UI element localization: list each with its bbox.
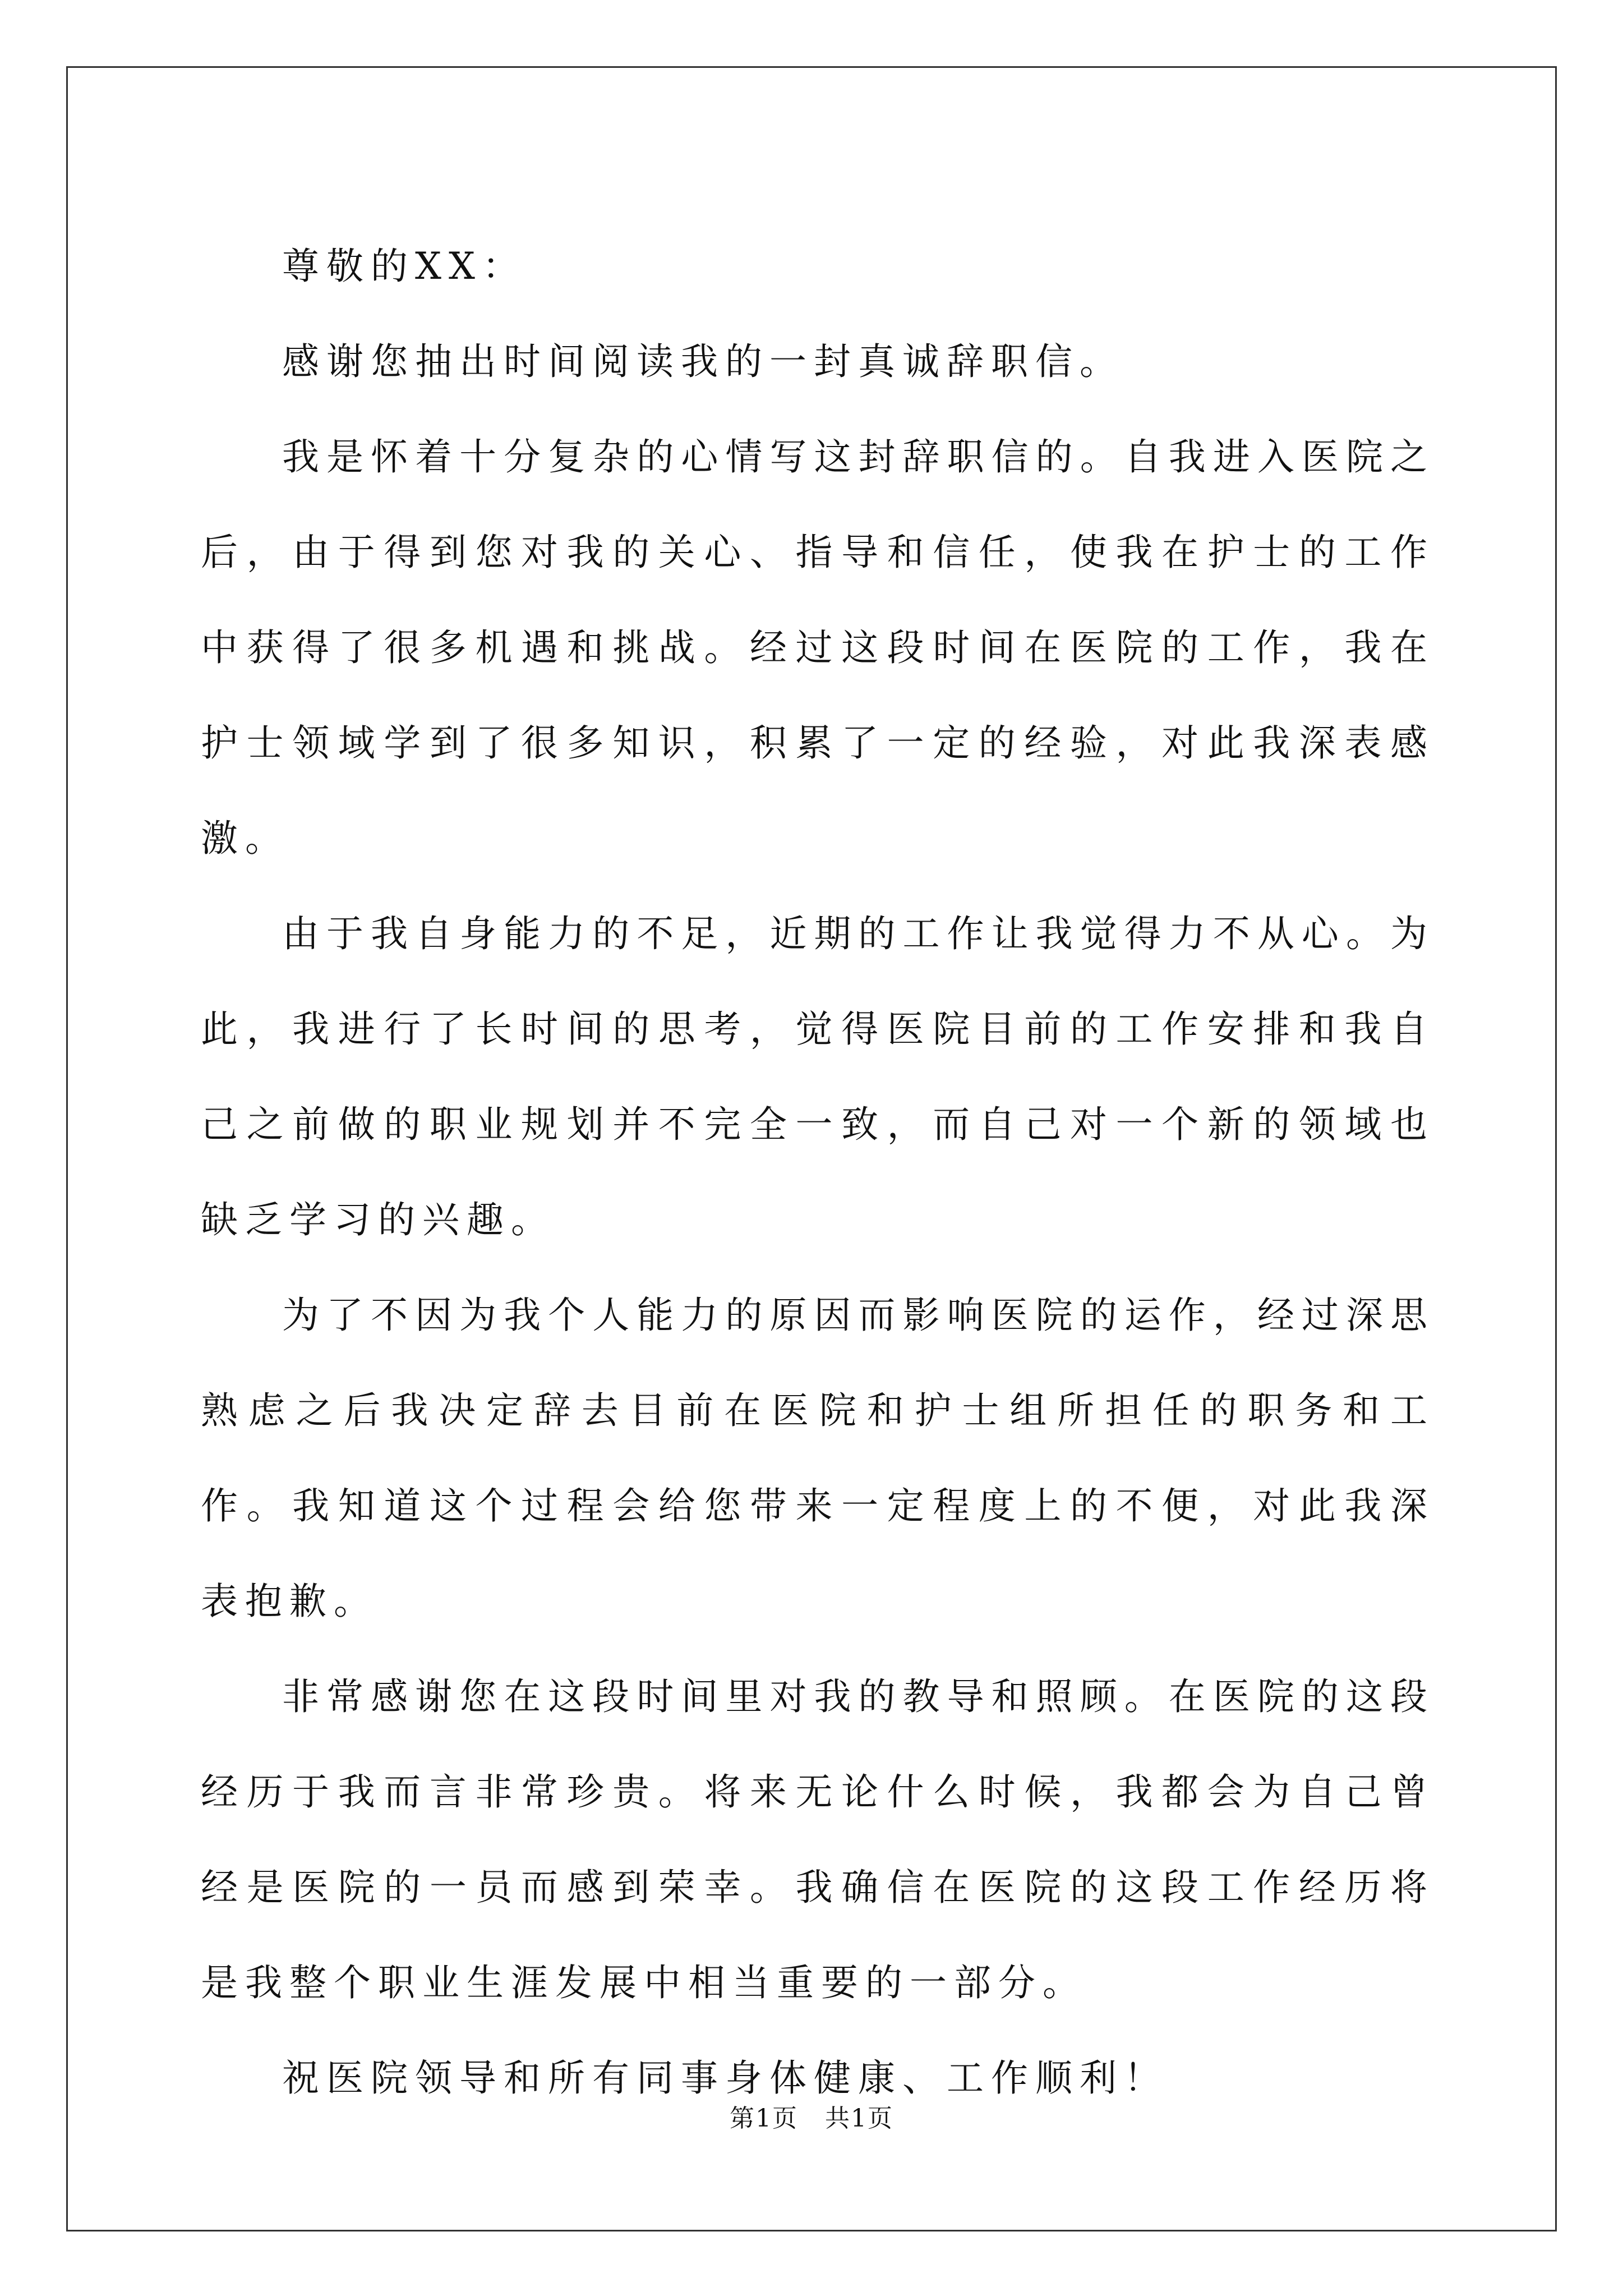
paragraph-3: 由于我自身能力的不足，近期的工作让我觉得力不从心。为此，我进行了长时间的思考，觉得医院目前的工作安排和我自己之前做的职业规划并不完全一致，而自己对一个新的领域也缺乏学习的兴趣。	[201, 912, 1435, 1241]
page-number-total: 共1页	[825, 2104, 893, 2133]
closing-wishes: 祝医院领导和所有同事身体健康、工作顺利！	[282, 2056, 1168, 2100]
paragraph-4: 为了不因为我个人能力的原因而影响医院的运作，经过深思熟虑之后我决定辞去目前在医院和护士组所担任的职务和工作。我知道这个过程会给您带来一定程度上的不便，对此我深表抱歉。	[201, 1294, 1435, 1623]
paragraph-1: 感谢您抽出时间阅读我的一封真诚辞职信。	[282, 340, 1124, 383]
paragraph-5: 非常感谢您在这段时间里对我的教导和照顾。在医院的这段经历于我而言非常珍贵。将来无论什么时候，我都会为自己曾经是医院的一员而感到荣幸。我确信在医院的这段工作经历将是我整个职业生涯发展中相当重要的一部分。	[201, 1675, 1435, 2004]
page-footer	[0, 2098, 1623, 2134]
page-number-current: 第1页	[730, 2104, 798, 2133]
letter-body	[201, 219, 1435, 2126]
paragraph-2: 我是怀着十分复杂的心情写这封辞职信的。自我进入医院之后，由于得到您对我的关心、指导和信任，使我在护士的工作中获得了很多机遇和挑战。经过这段时间在医院的工作，我在护士领域学到了很多知识，积累了一定的经验，对此我深表感激。	[201, 435, 1435, 860]
salutation: 尊敬的XX：	[282, 245, 527, 288]
